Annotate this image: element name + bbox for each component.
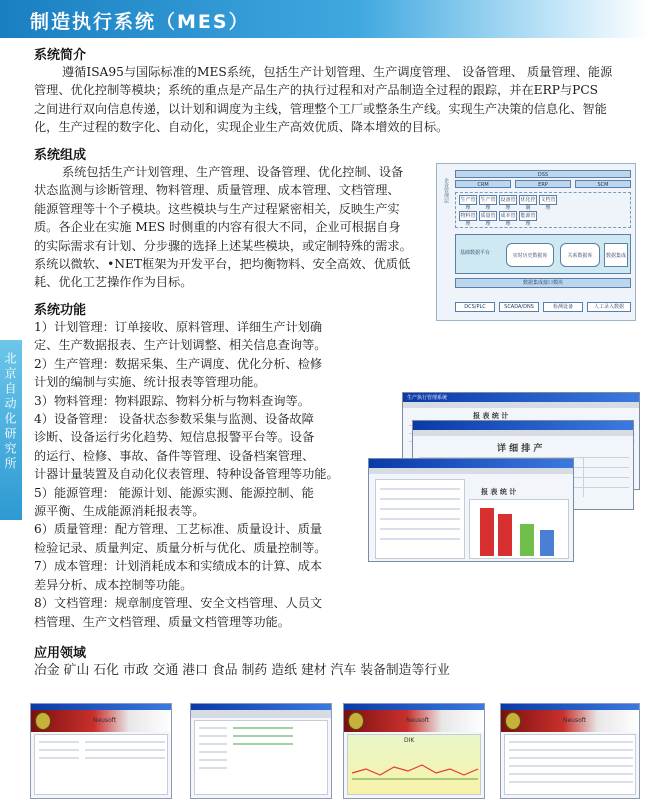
- functions-list: [34, 318, 344, 631]
- diagram-box-scm: SCM: [575, 180, 631, 188]
- chart-bar-green: [520, 524, 534, 556]
- screenshot-chart: [368, 458, 574, 562]
- intro-line: 遵循ISA95与国际标准的MES系统，包括生产计划管理、生产调度管理、 设备管理、 质量管理、能源: [62, 65, 613, 79]
- diagram-module-box: 生产管理: [480, 197, 496, 211]
- thumbnail-screenshot: [500, 703, 640, 799]
- function-line: 差异分析、成本控制等功能。: [34, 577, 193, 592]
- diagram-bottom-box: SCADA/DNS: [499, 302, 539, 312]
- function-line: 3）物料管理：物料跟踪、物料分析与物料查询等。: [34, 393, 310, 408]
- diagram-box-erp: ERP: [515, 180, 571, 188]
- function-line: 7）成本管理：计划消耗成本和实绩成本的计算、成本: [34, 559, 323, 574]
- thumbnail-brand: Neusoft: [93, 717, 117, 724]
- thumbnail-screenshot: [343, 703, 485, 799]
- thumbnail-line-chart: [348, 739, 482, 799]
- function-line: 8）文档管理：规章制度管理、安全文档管理、人员文: [34, 596, 323, 611]
- diagram-module-box: 成本管理: [500, 213, 516, 227]
- function-line: 计器计量装置及自动化仪表管理、特种设备管理等功能。: [34, 467, 339, 482]
- chart-bar-blue: [540, 530, 554, 556]
- diagram-box-dss: DSS: [455, 170, 631, 178]
- header-bar: [0, 0, 650, 38]
- page-title: 制造执行系统（MES）: [30, 11, 250, 33]
- composition-heading: 系统组成: [34, 148, 87, 163]
- thumbnail-brand: Neusoft: [406, 717, 430, 724]
- screenshot-heading: 报 表 统 计: [481, 488, 517, 496]
- thumbnail-screenshot: [190, 703, 332, 799]
- application-text: 冶金 矿山 石化 市政 交通 港口 食品 制药 造纸 建材 汽车 装备制造等行业: [34, 663, 450, 678]
- screenshot-heading: 报 表 统 计: [473, 412, 509, 420]
- diagram-module-box: 优化控制: [520, 197, 536, 211]
- function-line: 的运行、检修、事故、备件等管理、设备档案管理、: [34, 448, 315, 463]
- thumbnail-screenshot: [30, 703, 172, 799]
- diagram-db-relational: 关系数据库: [560, 243, 600, 267]
- side-strip-text: 北京自动化研究所: [3, 352, 17, 472]
- diagram-module-box: 文档管理: [540, 197, 556, 211]
- function-line: 4）设备管理： 设备状态参数采集与监测、设备故障: [34, 412, 314, 427]
- composition-line: 耗、优化工艺操作作为目标。: [34, 275, 193, 290]
- function-line: 1）计划管理：订单接收、原料管理、详细生产计划确: [34, 320, 323, 334]
- architecture-diagram: [436, 163, 636, 321]
- function-line: 2）生产管理：数据采集、生产调度、优化分析、检修: [34, 356, 323, 371]
- diagram-platform-label: 基础数据平台: [460, 250, 491, 256]
- function-line: 诊断、设备运行劣化趋势、短信息报警平台等。设备: [34, 430, 315, 445]
- function-line: 检验记录、质量判定、质量分析与优化、质量控制等。: [34, 540, 327, 555]
- thumbnail-chart-title: DIK: [404, 737, 415, 744]
- intro-line: 之间进行双向信息传递，以计划和调度为主线，管理整个工厂或整条生产线。实现生产决策的信息化、智能: [34, 101, 607, 116]
- diagram-box-crm: CRM: [455, 180, 511, 188]
- diagram-bottom-box: DCS/PLC: [455, 302, 495, 312]
- diagram-module-box: 设备管理: [500, 197, 516, 211]
- diagram-platform: [455, 234, 631, 274]
- intro-line: 化，生产过程的数字化、自动化，实现企业生产高效优质、降本增效的目标。: [34, 120, 449, 135]
- diagram-module-box: 物料管理: [460, 213, 476, 227]
- function-line: 档管理、生产文档管理、质量文档管理等功能。: [34, 614, 290, 629]
- diagram-module-box: 能源管理: [520, 213, 536, 227]
- logo-icon: [348, 712, 364, 730]
- functions-heading: 系统功能: [34, 303, 87, 318]
- function-line: 源平衡、生成能源消耗报表等。: [34, 504, 205, 519]
- screenshot-title: 生产执行管理系统: [407, 395, 448, 401]
- intro-heading: 系统简介: [34, 48, 87, 63]
- screenshot-form: [375, 479, 465, 559]
- diagram-module-box: 生产管理: [460, 197, 476, 211]
- diagram-layer-label: 企业管理层: [443, 178, 449, 203]
- diagram-interface: 数据集成接口模块: [455, 278, 631, 288]
- logo-icon: [35, 712, 51, 730]
- composition-line: 质。各企业在实施 MES 时侧重的内容有很大不同，企业可根据自身: [34, 220, 401, 235]
- chart-bar-red: [480, 508, 494, 556]
- function-line: 6）质量管理：配方管理、工艺标准、质量设计、质量: [34, 522, 323, 537]
- chart-bar-red: [498, 514, 512, 556]
- intro-paragraph: [34, 63, 634, 137]
- diagram-bottom-box: 检测设备: [543, 302, 583, 312]
- application-heading: 应用领域: [34, 646, 87, 661]
- side-strip: [0, 340, 22, 520]
- diagram-db-integration: 数据集成: [604, 243, 628, 267]
- composition-line: 的实际需求有计划、分步骤的选择上述某些模块，或定制特殊的需求。: [34, 238, 412, 253]
- intro-line: 管理、优化控制等模块；系统的重点是产品生产的执行过程和对产品制造全过程的跟踪，并在ERP与PCS: [34, 83, 599, 98]
- logo-icon: [505, 712, 521, 730]
- diagram-bottom-box: 人工录入数据: [587, 302, 631, 312]
- composition-line: 系统包括生产计划管理、生产管理、设备管理、优化控制、设备: [62, 165, 404, 179]
- composition-line: 能源管理等十个子模块。这些模块与生产过程紧密相关，反映生产实: [34, 201, 400, 216]
- function-line: 5）能源管理： 能源计划、能源实测、能源控制、能: [34, 485, 314, 500]
- diagram-module-box: 质量管理: [480, 213, 496, 227]
- composition-line: 系统以微软、•NET框架为开发平台，把均衡物料、安全高效、优质低: [34, 257, 411, 272]
- screenshot-bar-chart: [469, 499, 569, 559]
- screenshot-heading: 详 细 排 产: [497, 444, 543, 454]
- function-line: 计划的编制与实施、统计报表等管理功能。: [34, 375, 266, 390]
- composition-line: 状态监测与诊断管理、物料管理、质量管理、成本管理、文档管理、: [34, 183, 400, 198]
- composition-paragraph: [34, 163, 434, 292]
- thumbnail-brand: Neusoft: [563, 717, 587, 724]
- function-line: 定、生产数据报表、生产计划调整、相关信息查询等。: [34, 338, 327, 353]
- diagram-db-realtime: 实时历史数据库: [506, 243, 554, 267]
